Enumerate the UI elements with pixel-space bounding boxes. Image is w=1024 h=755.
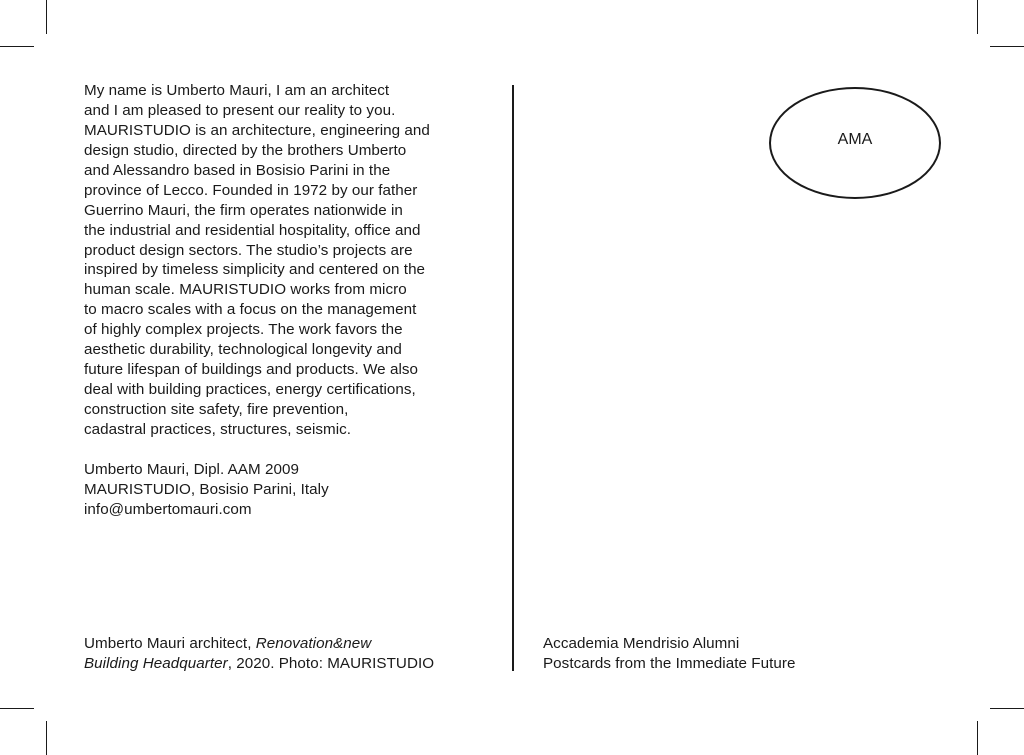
crop-mark-bottom-left-vertical [46,721,47,755]
message-line: aesthetic durability, technological longevity and [84,341,402,359]
message-line: construction site safety, fire prevention, [84,401,349,418]
message-line: product design sectors. The studio’s projects are [84,241,413,259]
message-line: and Alessandro based in Bosisio Parini in the [84,161,391,179]
credit-title-part1: Renovation&new [255,635,372,652]
message-line: future lifespan of buildings and products. We also [84,361,419,379]
credit-title-part2: Building Headquarter [84,654,228,672]
credit-line-2 [84,654,434,674]
signature-email: info@umbertomauri.com [84,500,252,518]
message-line: the industrial and residential hospitality, office and [84,221,421,239]
postcard-divider [512,85,514,671]
stamp-label: AMA [837,131,873,148]
credit-line-1 [84,634,434,654]
message-line: design studio, directed by the brothers Umberto [84,141,407,159]
credit-prefix: Umberto Mauri architect, [84,635,256,652]
message-line: My name is Umberto Mauri, I am an architect [84,82,390,99]
publication-line-2: Postcards from the Immediate Future [543,654,796,672]
crop-mark-bottom-right-vertical [977,721,978,755]
message-line: cadastral practices, structures, seismic. [84,420,352,438]
message-line: human scale. MAURISTUDIO works from micro [84,281,407,299]
message-line: inspired by timeless simplicity and centered on the [84,261,426,279]
message-line: and I am pleased to present our reality to you. [84,101,396,119]
postcard-message [84,81,430,440]
crop-mark-top-right-horizontal [990,46,1024,47]
ama-stamp [769,87,941,199]
message-line: deal with building practices, energy certifications, [84,381,416,399]
signature-studio: MAURISTUDIO, Bosisio Parini, Italy [84,480,329,498]
crop-mark-top-left-vertical [46,0,47,34]
message-line: MAURISTUDIO is an architecture, engineering and [84,121,430,139]
crop-mark-bottom-right-horizontal [990,708,1024,709]
publication-line-1: Accademia Mendrisio Alumni [543,635,740,652]
message-line: of highly complex projects. The work favors the [84,321,403,339]
credit-suffix: , 2020. Photo: MAURISTUDIO [227,654,435,672]
signature-block [84,460,329,520]
crop-mark-top-right-vertical [977,0,978,34]
message-line: to macro scales with a focus on the management [84,301,417,319]
photo-credit [84,634,434,674]
signature-name: Umberto Mauri, Dipl. AAM 2009 [84,461,300,478]
crop-mark-top-left-horizontal [0,46,34,47]
message-line: Guerrino Mauri, the firm operates nationwide in [84,201,403,219]
crop-mark-bottom-left-horizontal [0,708,34,709]
message-line: province of Lecco. Founded in 1972 by our father [84,181,418,199]
publication-info [543,634,795,674]
